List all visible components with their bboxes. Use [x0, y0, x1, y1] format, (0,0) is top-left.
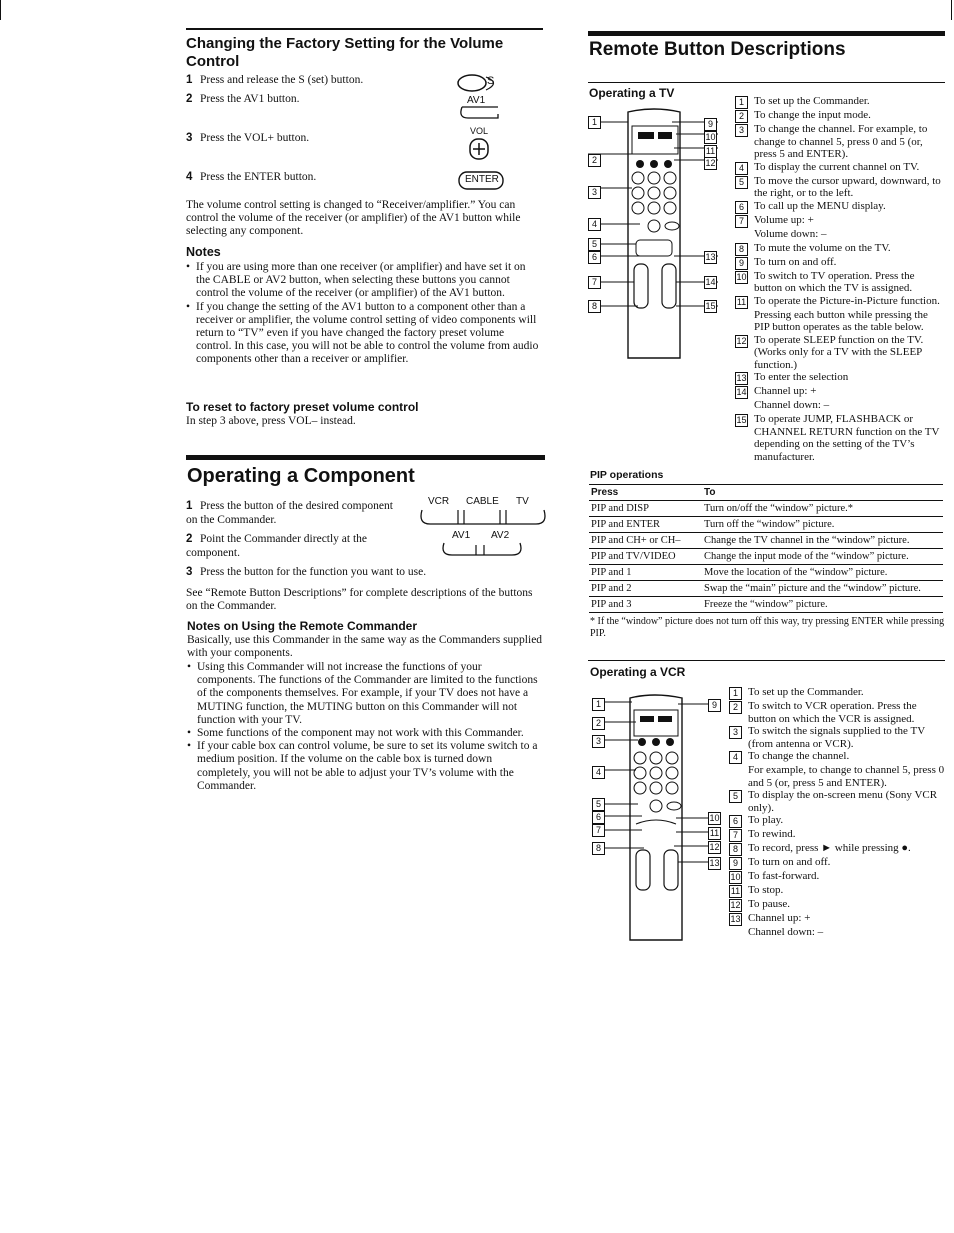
item-number: 3	[729, 726, 742, 739]
tv-title: Operating a TV	[589, 86, 675, 100]
tv-callout-2: 2	[588, 154, 601, 167]
section-rule	[186, 28, 543, 30]
vcr-callout-1: 1	[592, 698, 605, 711]
item-number: 7	[729, 829, 742, 842]
item-text: To change the channel. For example, to change to channel 5, press 0 and 5 (or, press 5 and ENTER).	[754, 123, 928, 160]
list-item	[729, 700, 945, 725]
list-item: • If you change the setting of the AV1 button to a component other than a receiver or amplifier, the volume control setting of video components will return to “TV” even if you have changed the factory preset volume control. In this case, you will not be able to control the volume from audio components other than a receiver or amplifier.	[186, 301, 540, 367]
table-row	[589, 581, 943, 597]
item-text: To move the cursor upward, downward, to the right, or to the left.	[754, 174, 941, 199]
list-item	[735, 214, 945, 228]
table-row	[589, 517, 943, 533]
margin-mark-left	[0, 0, 1, 20]
list-item	[735, 109, 945, 123]
item-text: To mute the volume on the TV.	[754, 241, 891, 254]
item-text: To operate SLEEP function on the TV. (Works only for a TV with the SLEEP function.)	[754, 333, 924, 371]
item-text: To switch to VCR operation. Press the button on which the VCR is assigned.	[748, 700, 917, 725]
volume-title: Changing the Factory Setting for the Volume Control	[186, 35, 504, 70]
item-text: Channel up: +	[748, 912, 811, 924]
item-number: 11	[736, 296, 747, 307]
item-number: 7	[735, 215, 748, 228]
vcr-descriptions	[729, 686, 945, 940]
av1-key-icon	[458, 106, 502, 120]
list-item	[729, 870, 945, 884]
item-number	[735, 400, 748, 413]
pip-title: PIP operations	[590, 469, 664, 481]
item-text: To turn on and off.	[754, 255, 837, 268]
item-number: 2	[729, 701, 742, 714]
tv-callout-10: 10	[705, 132, 716, 142]
list-item	[735, 123, 945, 161]
list-item	[735, 413, 945, 463]
tv-callout-3: 3	[588, 186, 601, 199]
enter-button-illustration: ENTER	[458, 170, 504, 192]
list-item	[729, 725, 945, 750]
table-row	[589, 501, 943, 517]
item-text: To switch the signals supplied to the TV (from antenna or VCR).	[748, 725, 925, 750]
item-text: To switch to TV operation. Press the button on which the TV is assigned.	[754, 269, 915, 294]
item-number: 12	[730, 900, 741, 910]
tv-descriptions	[735, 95, 945, 463]
item-text: For example, to change to channel 5, press 0 and 5 (or, press 5 and ENTER).	[748, 764, 945, 789]
tv-callout-6: 6	[588, 251, 601, 264]
pip-press-cell: PIP and ENTER	[589, 517, 702, 533]
list-item	[729, 912, 945, 926]
list-item	[729, 750, 945, 764]
item-text: Channel down: –	[748, 926, 824, 938]
table-row	[589, 533, 943, 549]
vcr-callout-8: 8	[592, 842, 605, 855]
list-item	[735, 161, 945, 175]
tv-callout-14: 14	[705, 277, 716, 287]
vcr-callout-7: 7	[592, 824, 605, 837]
item-text: To record, press ► while pressing ●.	[748, 842, 911, 854]
item-text: To call up the MENU display.	[754, 199, 886, 212]
list-item	[735, 175, 945, 200]
vcr-remote-icon	[592, 690, 722, 944]
item-number: 8	[729, 843, 742, 856]
vcr-callout-11: 11	[709, 828, 720, 838]
item-text: Volume down: –	[754, 227, 827, 240]
component-step-1: 1 Press the button of the desired component on the Commander.	[186, 500, 393, 526]
volume-step-3: 3 Press the VOL+ button.	[186, 132, 310, 144]
item-number	[735, 310, 748, 323]
volume-paragraph: The volume control setting is changed to “Receiver/amplifier.” You can control the volume of the receiver (or amplifier) of the AV1 button while selecting any component.	[186, 199, 521, 238]
vcr-callout-9: 9	[708, 699, 721, 712]
item-number	[729, 765, 742, 778]
item-number: 1	[735, 96, 748, 109]
table-row	[589, 565, 943, 581]
tv-callout-9: 9	[704, 118, 717, 131]
vcr-callout-12: 12	[709, 842, 720, 852]
remote-title: Remote Button Descriptions	[589, 39, 846, 60]
pip-press-cell: PIP and TV/VIDEO	[589, 549, 702, 565]
list-item	[735, 270, 945, 295]
volume-notes-list	[186, 261, 540, 367]
component-step-3: 3 Press the button for the function you want to use.	[186, 566, 427, 578]
item-number: 11	[730, 886, 741, 896]
item-text: To display the current channel on TV.	[754, 160, 920, 173]
volume-step-2: 2 Press the AV1 button.	[186, 93, 300, 105]
list-item	[735, 256, 945, 270]
list-item	[729, 686, 945, 700]
list-item	[729, 856, 945, 870]
item-number: 1	[729, 687, 742, 700]
list-item	[735, 295, 945, 309]
list-item	[729, 814, 945, 828]
vcr-callout-3: 3	[592, 735, 605, 748]
vcr-callout-5: 5	[592, 798, 605, 811]
item-number: 15	[736, 415, 747, 425]
item-number: 2	[735, 110, 748, 123]
list-item: • Some functions of the component may not work with this Commander.	[187, 727, 539, 740]
item-text: To pause.	[748, 898, 790, 910]
pip-action-cell: Freeze the “window” picture.	[702, 597, 943, 613]
pip-press-cell: PIP and 1	[589, 565, 702, 581]
pip-action-cell: Swap the “main” picture and the “window” picture.	[702, 581, 943, 597]
component-see-text: See “Remote Button Descriptions” for complete descriptions of the buttons on the Commander.	[186, 587, 533, 613]
item-number: 5	[735, 176, 748, 189]
tv-remote-icon	[588, 104, 722, 364]
component-keys-icon	[418, 508, 548, 526]
margin-mark-right	[951, 0, 952, 20]
component-notes-title: Notes on Using the Remote Commander	[187, 619, 418, 633]
component-notes-list	[187, 661, 539, 793]
item-number: 14	[736, 387, 747, 397]
item-text: To display the on-screen menu (Sony VCR only).	[748, 789, 938, 814]
item-number: 10	[736, 271, 747, 282]
list-item: • Using this Commander will not increase the functions of your components. The functions of the Commander are limited to the functions of the components themselves. For example, if your TV does not have a MUTING function, the MUTING button on this Commander will not function with your TV.	[187, 661, 539, 727]
list-item	[735, 334, 945, 372]
item-number: 4	[735, 162, 748, 175]
list-item: • If you are using more than one receiver (or amplifier) and have set it on the CABLE or AV2 button, when selecting these buttons you cannot control the volume of the receiver (or amplifier) of the AV1 button.	[186, 261, 540, 301]
pip-footnote: * If the “window” picture does not turn off this way, try pressing ENTER while pressing PIP.	[590, 616, 945, 639]
pip-press-cell: PIP and 2	[589, 581, 702, 597]
pip-press-cell: PIP and 3	[589, 597, 702, 613]
volume-step-4: 4 Press the ENTER button.	[186, 171, 317, 183]
list-item	[729, 789, 945, 814]
list-item	[729, 828, 945, 842]
tv-callout-11: 11	[705, 146, 716, 156]
tv-remote-diagram	[588, 104, 722, 364]
tv-callout-1: 1	[588, 116, 601, 129]
list-item	[735, 399, 945, 413]
item-number: 4	[729, 751, 742, 764]
item-text: To operate the Picture-in-Picture function.	[754, 294, 940, 307]
table-row	[589, 549, 943, 565]
list-item	[735, 200, 945, 214]
table-row	[589, 597, 943, 613]
vcr-title: Operating a VCR	[590, 665, 686, 679]
pip-action-cell: Change the input mode of the “window” picture.	[702, 549, 943, 565]
item-text: To enter the selection	[754, 371, 849, 383]
section-rule	[588, 31, 945, 36]
tv-callout-8: 8	[588, 300, 601, 313]
tv-callout-5: 5	[588, 238, 601, 251]
list-item	[729, 926, 945, 940]
item-text: To turn on and off.	[748, 856, 831, 868]
item-text: To operate JUMP, FLASHBACK or CHANNEL RETURN function on the TV depending on the setting of the TV’s manufacturer.	[754, 413, 940, 463]
item-text: To set up the Commander.	[754, 95, 870, 107]
vcr-remote-diagram	[592, 690, 722, 944]
item-number: 8	[735, 243, 748, 256]
list-item	[729, 884, 945, 898]
item-number: 9	[729, 857, 742, 870]
item-text: Channel up: +	[754, 385, 817, 397]
volume-notes-title: Notes	[186, 245, 221, 259]
item-text: To rewind.	[748, 828, 796, 840]
item-text: To fast-forward.	[748, 870, 820, 882]
item-number: 10	[730, 872, 741, 882]
list-item	[735, 385, 945, 399]
list-item: • If your cable box can control volume, be sure to set its volume switch to a medium position. If the volume on the cable box is turned down completely, you will not be able to adjust your TV’s volume with the Commander.	[187, 740, 539, 793]
s-button-icon	[456, 73, 504, 93]
vcr-callout-2: 2	[592, 717, 605, 730]
pip-action-cell: Move the location of the “window” picture.	[702, 565, 943, 581]
component-notes-intro: Basically, use this Commander in the same way as the Commanders supplied with your components.	[187, 634, 543, 660]
pip-header-to: To	[702, 485, 943, 501]
item-text: Volume up: +	[754, 213, 814, 226]
item-number: 6	[735, 201, 748, 214]
vcr-callout-6: 6	[592, 811, 605, 824]
list-item	[735, 242, 945, 256]
vol-plus-icon	[468, 137, 490, 161]
item-number: 13	[736, 373, 747, 383]
item-text: To set up the Commander.	[748, 686, 864, 698]
pip-action-cell: Turn off the “window” picture.	[702, 517, 943, 533]
item-number: 3	[735, 124, 748, 137]
tv-callout-4: 4	[588, 218, 601, 231]
av-keys-icon	[440, 541, 524, 557]
tv-callout-15: 15	[705, 301, 716, 311]
section-rule	[588, 660, 945, 661]
component-buttons-illustration: VCR CABLE TV AV1 AV2	[418, 495, 548, 557]
item-number	[729, 927, 742, 940]
vcr-callout-10: 10	[709, 813, 720, 823]
item-number: 6	[729, 815, 742, 828]
reset-text: In step 3 above, press VOL– instead.	[186, 415, 356, 427]
volume-step-1: 1 Press and release the S (set) button.	[186, 74, 364, 86]
item-number: 9	[735, 257, 748, 270]
list-item	[735, 228, 945, 242]
list-item	[729, 842, 945, 856]
pip-press-cell: PIP and CH+ or CH–	[589, 533, 702, 549]
list-item	[735, 371, 945, 385]
list-item	[729, 764, 945, 789]
tv-callout-13: 13	[705, 252, 716, 262]
pip-header-press: Press	[589, 485, 702, 501]
section-rule	[588, 82, 945, 83]
item-text: To stop.	[748, 884, 784, 896]
vol-button-illustration: VOL	[464, 126, 494, 162]
list-item	[729, 898, 945, 912]
item-text: To change the input mode.	[754, 109, 871, 121]
pip-table	[589, 484, 943, 613]
reset-title: To reset to factory preset volume control	[186, 400, 419, 414]
item-number: 12	[736, 335, 747, 346]
vcr-callout-13: 13	[709, 858, 720, 868]
item-number	[735, 229, 748, 242]
tv-callout-7: 7	[588, 276, 601, 289]
item-text: To change the channel.	[748, 750, 850, 762]
component-step-2: 2 Point the Commander directly at the component.	[186, 533, 368, 559]
list-item	[735, 309, 945, 334]
pip-press-cell: PIP and DISP	[589, 501, 702, 517]
tv-callout-12: 12	[705, 158, 716, 168]
component-title: Operating a Component	[187, 465, 415, 487]
s-button-illustration: S	[456, 73, 504, 93]
list-item	[735, 95, 945, 109]
pip-action-cell: Change the TV channel in the “window” picture.	[702, 533, 943, 549]
item-text: Pressing each button while pressing the PIP button operates as the table below.	[754, 308, 928, 333]
pip-action-cell: Turn on/off the “window” picture.*	[702, 501, 943, 517]
item-number: 5	[729, 790, 742, 803]
item-number: 13	[730, 914, 741, 924]
av1-button-illustration: AV1	[458, 95, 502, 121]
section-rule	[186, 455, 545, 460]
item-text: Channel down: –	[754, 399, 830, 411]
item-text: To play.	[748, 814, 784, 826]
vcr-callout-4: 4	[592, 766, 605, 779]
